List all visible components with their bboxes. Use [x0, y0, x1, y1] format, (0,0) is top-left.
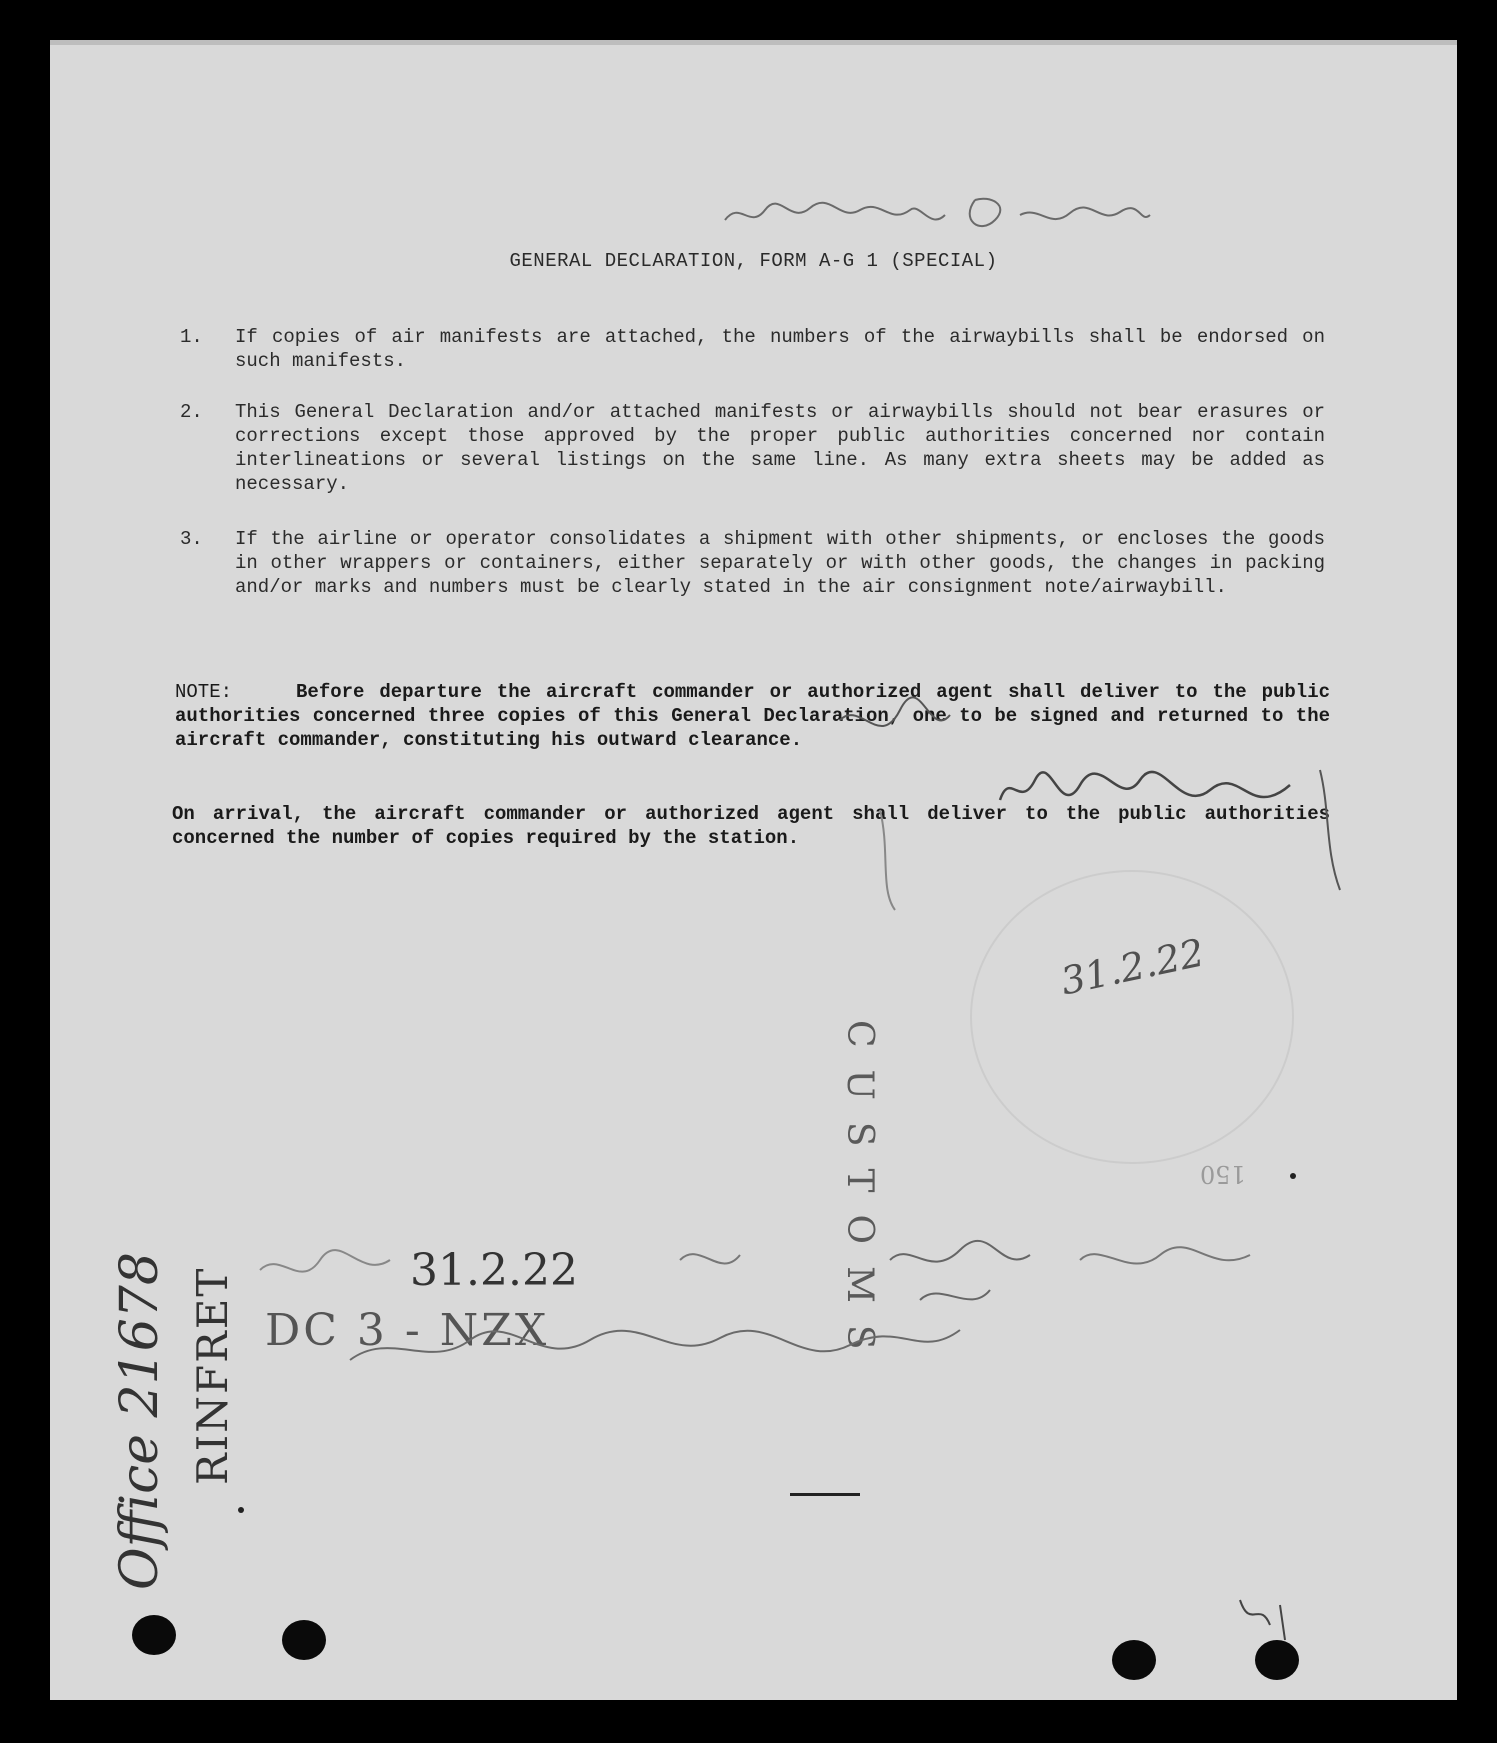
instruction-number: 1.: [180, 326, 203, 348]
ink-dash: [790, 1493, 860, 1496]
faint-scribbles: [200, 1220, 1400, 1390]
punch-hole: [132, 1615, 176, 1655]
ink-dot: [238, 1507, 244, 1513]
instruction-number: 2.: [180, 401, 203, 423]
arrival-paragraph: On arrival, the aircraft commander or authorized agent shall deliver to the public authorities concerned the number of copies required by the station.: [172, 803, 1330, 849]
handwritten-date: 31.2.22: [410, 1245, 578, 1296]
document-title: GENERAL DECLARATION, FORM A-G 1 (SPECIAL): [509, 250, 998, 272]
ink-dot: [1290, 1173, 1296, 1179]
document-page: [50, 40, 1457, 1700]
note-text: Before departure the aircraft commander or authorized agent shall deliver to the public authorities concerned three copies of this General Declaration, one to be signed and returned to the aircraft commander, constituting his outward clearance.: [175, 681, 1330, 751]
rinfret-signature: RINFRET: [188, 1266, 237, 1485]
punch-hole: [1255, 1640, 1299, 1680]
instruction-text: If the airline or operator consolidates a shipment with other shipments, or encloses the goods in other wrappers or containers, either separately or with other goods, the changes in packing and/or marks and numbers must be clearly stated in the air consignment note/airwaybill.: [235, 528, 1325, 598]
instruction-number: 3.: [180, 528, 203, 550]
punch-hole: [282, 1620, 326, 1660]
aircraft-registration: DC 3 - NZX: [265, 1305, 550, 1356]
office-number: Office 21678: [110, 1252, 170, 1590]
stamp-date: 31.2.22: [1057, 930, 1209, 1004]
instruction-text: If copies of air manifests are attached, the numbers of the airwaybills shall be endorsed on such manifests.: [235, 326, 1325, 372]
punch-hole: [1112, 1640, 1156, 1680]
instruction-text: This General Declaration and/or attached manifests or airwaybills should not bear erasures or corrections except those approved by the proper public authorities concerned nor contain interlineations or several listings on the same line. As many extra sheets may be added as necessary.: [235, 401, 1325, 495]
note-label: NOTE:: [175, 681, 233, 703]
faint-stamp: [970, 870, 1294, 1164]
top-scribble: [720, 180, 1160, 250]
scan-edge: [50, 40, 1457, 45]
page-mark: 150: [1200, 1160, 1246, 1188]
vertical-stamp: CUSTOMS: [839, 1020, 880, 1372]
